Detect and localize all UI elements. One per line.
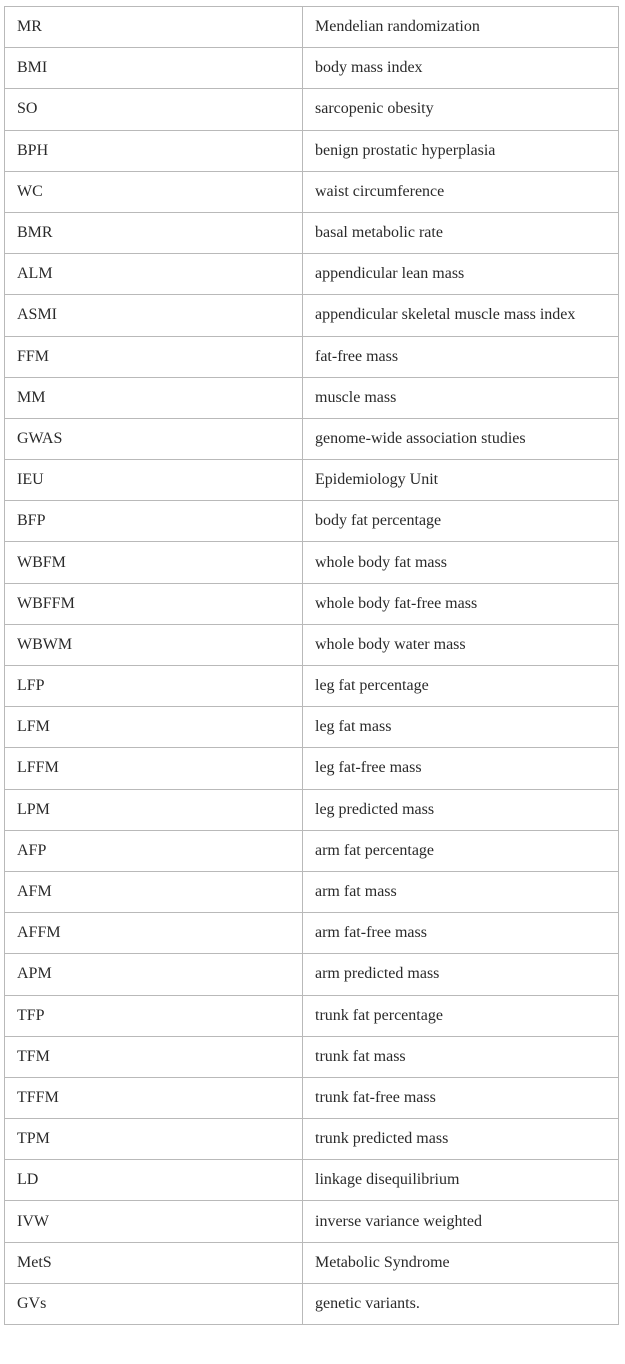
abbreviation-cell: AFFM — [5, 913, 303, 954]
table-row — [5, 336, 619, 377]
abbreviation-cell: IVW — [5, 1201, 303, 1242]
definition-cell: arm predicted mass — [303, 954, 619, 995]
abbreviation-cell: TFP — [5, 995, 303, 1036]
table-row — [5, 913, 619, 954]
table-row — [5, 418, 619, 459]
definition-cell: arm fat percentage — [303, 830, 619, 871]
abbreviation-cell: APM — [5, 954, 303, 995]
table-row — [5, 48, 619, 89]
abbreviation-cell: SO — [5, 89, 303, 130]
abbreviation-cell: TFFM — [5, 1077, 303, 1118]
abbreviation-cell: MM — [5, 377, 303, 418]
table-row — [5, 830, 619, 871]
definition-cell: basal metabolic rate — [303, 212, 619, 253]
abbreviation-cell: WBWM — [5, 624, 303, 665]
table-row — [5, 212, 619, 253]
abbreviation-cell: LD — [5, 1160, 303, 1201]
abbreviation-cell: GVs — [5, 1283, 303, 1324]
definition-cell: body mass index — [303, 48, 619, 89]
table-row — [5, 1242, 619, 1283]
definition-cell: trunk fat percentage — [303, 995, 619, 1036]
table-row — [5, 624, 619, 665]
table-row — [5, 254, 619, 295]
abbreviation-cell: AFM — [5, 871, 303, 912]
table-row — [5, 707, 619, 748]
definition-cell: benign prostatic hyperplasia — [303, 130, 619, 171]
abbreviation-cell: GWAS — [5, 418, 303, 459]
table-row — [5, 501, 619, 542]
definition-cell: leg fat-free mass — [303, 748, 619, 789]
definition-cell: Metabolic Syndrome — [303, 1242, 619, 1283]
definition-cell: trunk fat mass — [303, 1036, 619, 1077]
abbreviation-cell: TPM — [5, 1119, 303, 1160]
definition-cell: trunk predicted mass — [303, 1119, 619, 1160]
table-row — [5, 1036, 619, 1077]
abbreviation-cell: MetS — [5, 1242, 303, 1283]
definition-cell: whole body water mass — [303, 624, 619, 665]
table-row — [5, 295, 619, 336]
table-row — [5, 1201, 619, 1242]
definition-cell: appendicular lean mass — [303, 254, 619, 295]
abbreviation-cell: WBFM — [5, 542, 303, 583]
table-row — [5, 995, 619, 1036]
definition-cell: whole body fat mass — [303, 542, 619, 583]
definition-cell: body fat percentage — [303, 501, 619, 542]
definition-cell: arm fat-free mass — [303, 913, 619, 954]
definition-cell: inverse variance weighted — [303, 1201, 619, 1242]
abbreviations-table-body — [5, 7, 619, 1325]
abbreviation-cell: MR — [5, 7, 303, 48]
abbreviation-cell: BPH — [5, 130, 303, 171]
table-row — [5, 1119, 619, 1160]
definition-cell: waist circumference — [303, 171, 619, 212]
definition-cell: Epidemiology Unit — [303, 460, 619, 501]
abbreviation-cell: WBFFM — [5, 583, 303, 624]
table-row — [5, 130, 619, 171]
table-row — [5, 871, 619, 912]
abbreviation-cell: ASMI — [5, 295, 303, 336]
table-row — [5, 666, 619, 707]
table-row — [5, 954, 619, 995]
table-row — [5, 1077, 619, 1118]
abbreviation-cell: AFP — [5, 830, 303, 871]
definition-cell: genetic variants. — [303, 1283, 619, 1324]
definition-cell: Mendelian randomization — [303, 7, 619, 48]
abbreviation-cell: BMI — [5, 48, 303, 89]
definition-cell: appendicular skeletal muscle mass index — [303, 295, 619, 336]
abbreviation-cell: TFM — [5, 1036, 303, 1077]
definition-cell: arm fat mass — [303, 871, 619, 912]
abbreviation-cell: BMR — [5, 212, 303, 253]
abbreviation-cell: FFM — [5, 336, 303, 377]
abbreviation-cell: BFP — [5, 501, 303, 542]
table-row — [5, 583, 619, 624]
definition-cell: linkage disequilibrium — [303, 1160, 619, 1201]
abbreviation-cell: WC — [5, 171, 303, 212]
definition-cell: sarcopenic obesity — [303, 89, 619, 130]
table-row — [5, 789, 619, 830]
definition-cell: genome-wide association studies — [303, 418, 619, 459]
table-row — [5, 7, 619, 48]
abbreviation-cell: LFFM — [5, 748, 303, 789]
table-row — [5, 748, 619, 789]
abbreviations-table — [4, 6, 619, 1325]
table-row — [5, 89, 619, 130]
abbreviation-cell: LFM — [5, 707, 303, 748]
definition-cell: trunk fat-free mass — [303, 1077, 619, 1118]
table-row — [5, 377, 619, 418]
definition-cell: fat-free mass — [303, 336, 619, 377]
table-row — [5, 1283, 619, 1324]
definition-cell: muscle mass — [303, 377, 619, 418]
definition-cell: leg fat mass — [303, 707, 619, 748]
abbreviation-cell: LFP — [5, 666, 303, 707]
abbreviation-cell: ALM — [5, 254, 303, 295]
table-row — [5, 542, 619, 583]
table-row — [5, 171, 619, 212]
table-row — [5, 460, 619, 501]
abbreviation-cell: LPM — [5, 789, 303, 830]
definition-cell: leg predicted mass — [303, 789, 619, 830]
definition-cell: whole body fat-free mass — [303, 583, 619, 624]
table-row — [5, 1160, 619, 1201]
definition-cell: leg fat percentage — [303, 666, 619, 707]
abbreviation-cell: IEU — [5, 460, 303, 501]
